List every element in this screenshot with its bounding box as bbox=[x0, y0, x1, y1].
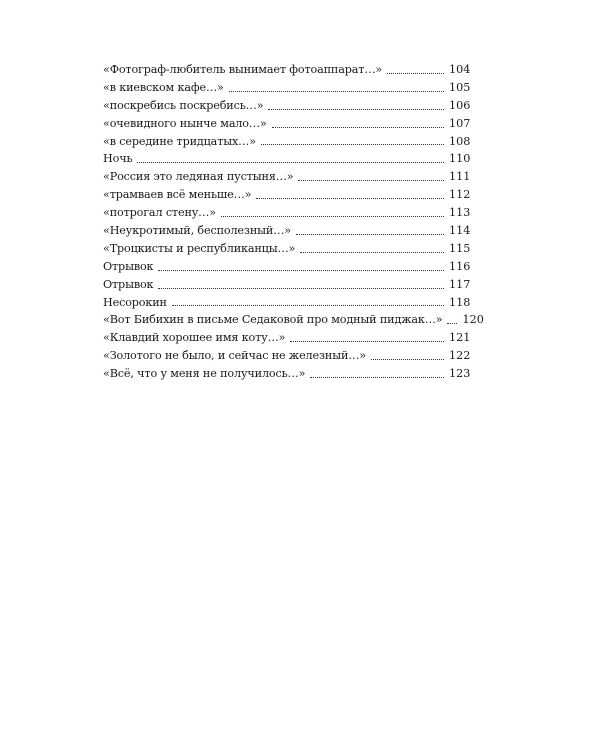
dot-leader bbox=[300, 251, 444, 253]
dot-leader bbox=[268, 108, 444, 110]
toc-entry-page-number: 105 bbox=[449, 80, 471, 94]
toc-entry[interactable] bbox=[103, 186, 469, 204]
toc-entry-title: «Россия это ледяная пустыня…» bbox=[103, 170, 294, 184]
dot-leader bbox=[158, 269, 444, 271]
toc-entry[interactable] bbox=[103, 115, 469, 133]
dot-leader bbox=[158, 287, 444, 289]
dot-leader bbox=[137, 161, 444, 163]
toc-entry-title: «Фотограф-любитель вынимает фотоаппарат…» bbox=[103, 63, 383, 76]
toc-entry-page-number: 108 bbox=[449, 134, 471, 148]
toc-entry-title: «потрогал стену…» bbox=[103, 206, 216, 220]
toc-entry[interactable] bbox=[103, 365, 469, 383]
toc-entry-title: «очевидного нынче мало…» bbox=[103, 116, 267, 130]
toc-entry[interactable] bbox=[103, 222, 469, 240]
toc-entry-title: «Всё, что у меня не получилось…» bbox=[103, 367, 306, 381]
toc-entry[interactable] bbox=[103, 276, 469, 294]
toc-entry-page-number: 113 bbox=[449, 206, 471, 220]
toc-entry[interactable] bbox=[103, 240, 469, 258]
toc-entry-title: «в киевском кафе…» bbox=[103, 80, 224, 94]
dot-leader bbox=[272, 126, 444, 128]
dot-leader bbox=[298, 179, 444, 181]
toc-entry-title: «Неукротимый, бесполезный…» bbox=[103, 224, 291, 238]
toc-entry-page-number: 115 bbox=[449, 241, 471, 255]
toc-entry[interactable] bbox=[103, 168, 469, 186]
toc-entry-title: Несорокин bbox=[103, 295, 167, 309]
dot-leader bbox=[172, 304, 444, 306]
toc-entry[interactable] bbox=[103, 258, 469, 276]
dot-leader bbox=[296, 233, 444, 235]
dot-leader bbox=[371, 358, 444, 360]
toc-entry-page-number: 104 bbox=[449, 63, 471, 76]
table-of-contents bbox=[103, 61, 484, 383]
toc-entry-page-number: 123 bbox=[449, 367, 471, 381]
toc-entry-page-number: 114 bbox=[449, 224, 471, 238]
toc-entry-title: «Вот Бибихин в письме Седаковой про модный пиджак…» bbox=[103, 313, 443, 327]
toc-entry[interactable] bbox=[103, 311, 484, 329]
toc-entry-page-number: 122 bbox=[449, 349, 471, 363]
toc-entry-page-number: 117 bbox=[449, 277, 471, 291]
toc-entry-page-number: 118 bbox=[449, 295, 471, 309]
dot-leader bbox=[310, 376, 444, 378]
toc-entry-page-number: 121 bbox=[449, 331, 471, 345]
dot-leader bbox=[290, 340, 444, 342]
toc-entry-page-number: 110 bbox=[449, 152, 471, 166]
dot-leader bbox=[256, 197, 444, 199]
dot-leader bbox=[229, 90, 444, 92]
dot-leader bbox=[261, 143, 444, 145]
toc-entry-title: Отрывок bbox=[103, 259, 154, 273]
toc-entry-title: «трамваев всё меньше…» bbox=[103, 188, 252, 202]
toc-entry-title: Ночь bbox=[103, 152, 133, 166]
toc-entry[interactable] bbox=[103, 347, 469, 365]
toc-entry-page-number: 112 bbox=[449, 188, 471, 202]
toc-entry-page-number: 120 bbox=[462, 313, 484, 327]
toc-entry[interactable] bbox=[103, 133, 469, 151]
toc-entry[interactable] bbox=[103, 150, 469, 168]
dot-leader bbox=[387, 72, 444, 74]
toc-entry[interactable] bbox=[103, 329, 469, 347]
dot-leader bbox=[221, 215, 444, 217]
toc-entry[interactable] bbox=[103, 79, 469, 97]
toc-entry[interactable] bbox=[103, 97, 469, 115]
toc-entry-title: «Золотого не было, и сейчас не железный…» bbox=[103, 349, 367, 363]
toc-entry-title: «поскребись поскребись…» bbox=[103, 98, 264, 112]
toc-entry-title: «Троцкисты и республиканцы…» bbox=[103, 241, 296, 255]
toc-entry-page-number: 116 bbox=[449, 259, 471, 273]
toc-entry-title: «Клавдий хорошее имя коту…» bbox=[103, 331, 286, 345]
toc-entry[interactable] bbox=[103, 61, 469, 79]
toc-entry-page-number: 107 bbox=[449, 116, 471, 130]
toc-entry-title: Отрывок bbox=[103, 277, 154, 291]
dot-leader bbox=[447, 322, 457, 324]
toc-entry-page-number: 111 bbox=[449, 170, 471, 184]
toc-entry-title: «в середине тридцатых…» bbox=[103, 134, 256, 148]
toc-entry-page-number: 106 bbox=[449, 98, 471, 112]
toc-entry[interactable] bbox=[103, 204, 469, 222]
toc-entry[interactable] bbox=[103, 294, 469, 312]
